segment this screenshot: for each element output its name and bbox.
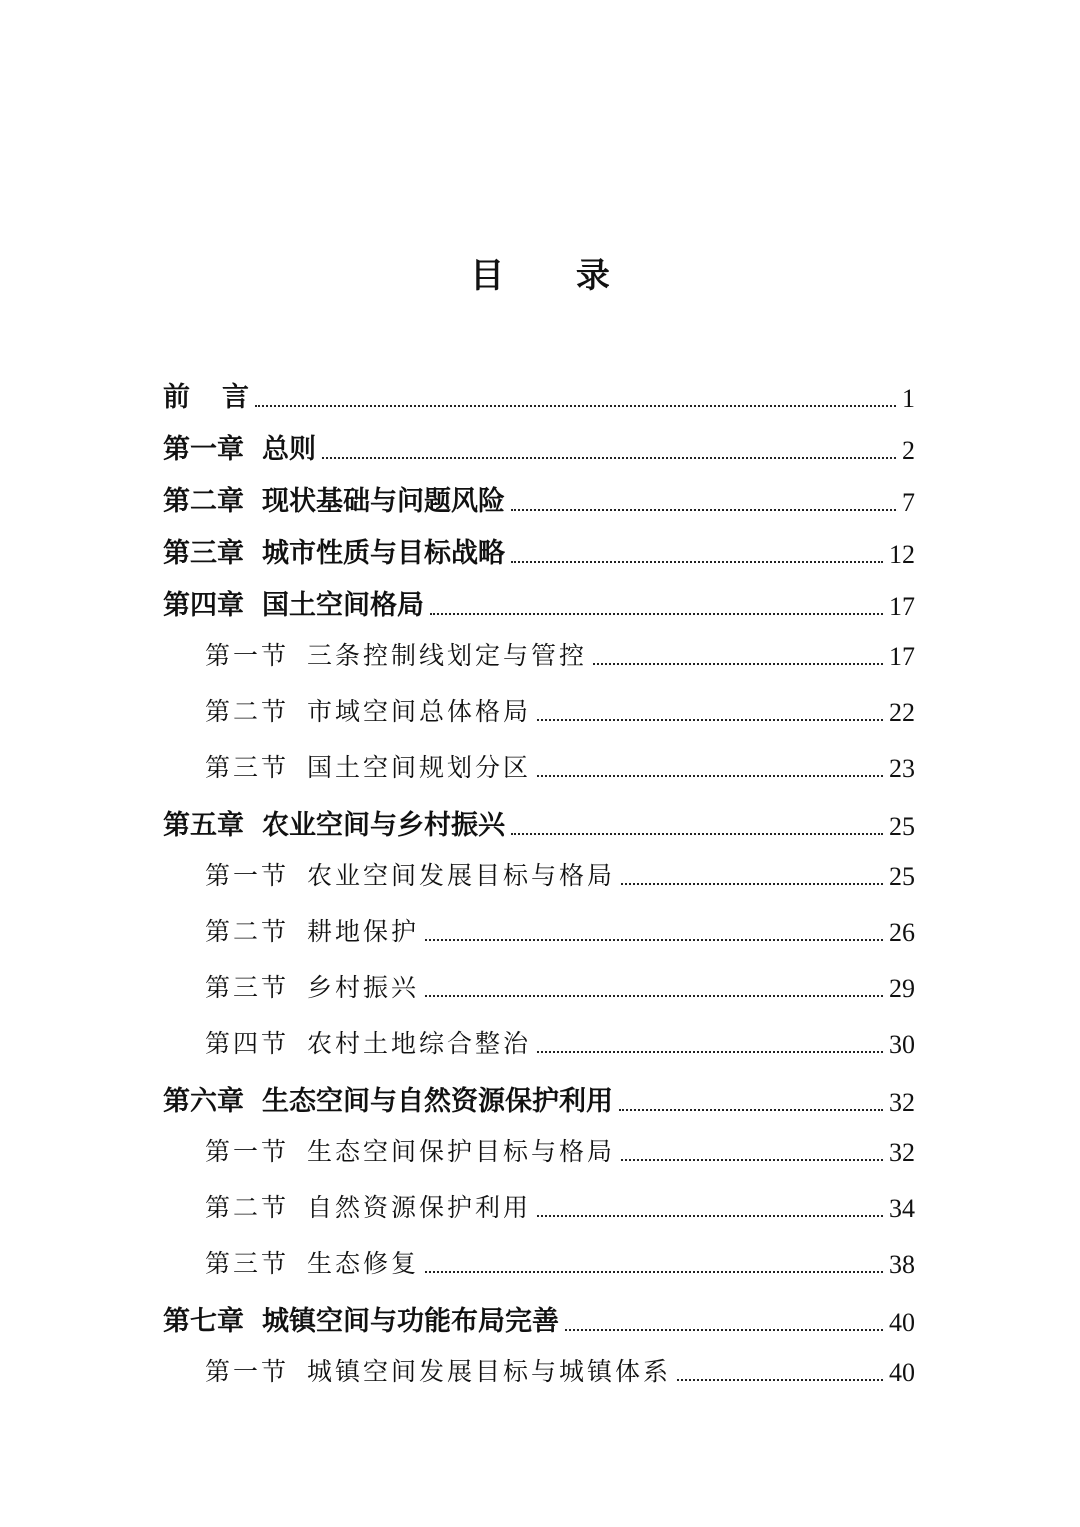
toc-entry-label: 第二节 市域空间总体格局	[205, 697, 532, 726]
toc-entry-section-6-3[interactable]	[163, 1224, 915, 1280]
dot-leader	[537, 1051, 883, 1053]
page-number: 30	[889, 1030, 915, 1059]
dot-leader	[255, 405, 896, 407]
page-number: 23	[889, 754, 915, 783]
toc-entry-section-4-2[interactable]	[163, 672, 915, 728]
page-number: 2	[902, 436, 915, 465]
dot-leader	[322, 457, 896, 459]
toc-entry-label: 第二节 自然资源保护利用	[205, 1193, 532, 1222]
dot-leader	[511, 509, 896, 511]
page-number: 40	[889, 1358, 915, 1387]
toc-entry-label: 第二章 现状基础与问题风险	[163, 486, 505, 517]
page-number: 26	[889, 918, 915, 947]
dot-leader	[537, 1215, 883, 1217]
toc-entry-section-5-1[interactable]	[163, 842, 915, 892]
toc-entry-chapter-7[interactable]	[163, 1280, 915, 1338]
page-number: 17	[889, 642, 915, 671]
toc-entry-label: 第一节 城镇空间发展目标与城镇体系	[205, 1357, 672, 1386]
dot-leader	[593, 663, 883, 665]
dot-leader	[677, 1379, 883, 1381]
toc-entry-chapter-6[interactable]	[163, 1060, 915, 1118]
page-number: 25	[889, 812, 915, 841]
page-number: 40	[889, 1308, 915, 1337]
dot-leader	[565, 1329, 883, 1331]
toc-entry-label: 第五章 农业空间与乡村振兴	[163, 810, 505, 841]
toc-entry-section-5-3[interactable]	[163, 948, 915, 1004]
dot-leader	[430, 613, 883, 615]
toc-entry-chapter-1[interactable]	[163, 414, 915, 466]
dot-leader	[425, 1271, 883, 1273]
toc-entry-chapter-4[interactable]	[163, 570, 915, 622]
page-number: 7	[902, 488, 915, 517]
dot-leader	[537, 775, 883, 777]
page-number: 32	[889, 1138, 915, 1167]
page-number: 25	[889, 862, 915, 891]
page-number: 12	[889, 540, 915, 569]
page-title: 目 录	[470, 256, 640, 296]
dot-leader	[537, 719, 883, 721]
toc-entry-section-4-1[interactable]	[163, 622, 915, 672]
toc-entry-section-5-4[interactable]	[163, 1004, 915, 1060]
dot-leader	[425, 995, 883, 997]
toc-entry-preface[interactable]	[163, 362, 915, 414]
toc-entry-label: 第一节 农业空间发展目标与格局	[205, 861, 616, 890]
dot-leader	[511, 833, 883, 835]
toc-entry-section-4-3[interactable]	[163, 728, 915, 784]
dot-leader	[619, 1109, 883, 1111]
page-number: 17	[889, 592, 915, 621]
dot-leader	[621, 1159, 883, 1161]
toc-entry-label: 第一章 总则	[163, 434, 316, 465]
page-number: 22	[889, 698, 915, 727]
toc-entry-section-7-1[interactable]	[163, 1338, 915, 1388]
toc-entry-section-6-2[interactable]	[163, 1168, 915, 1224]
toc-entry-chapter-3[interactable]	[163, 518, 915, 570]
dot-leader	[511, 561, 883, 563]
toc-entry-label: 第四节 农村土地综合整治	[205, 1029, 532, 1058]
page-number: 1	[902, 384, 915, 413]
dot-leader	[425, 939, 883, 941]
toc-entry-label: 第三节 生态修复	[205, 1249, 420, 1278]
page-number: 29	[889, 974, 915, 1003]
toc-entry-label: 第四章 国土空间格局	[163, 590, 424, 621]
toc-entry-label: 第六章 生态空间与自然资源保护利用	[163, 1086, 613, 1117]
toc-entry-section-5-2[interactable]	[163, 892, 915, 948]
page-number: 38	[889, 1250, 915, 1279]
page-number: 34	[889, 1194, 915, 1223]
toc-entry-label: 第三节 乡村振兴	[205, 973, 420, 1002]
toc-entry-chapter-5[interactable]	[163, 784, 915, 842]
table-of-contents	[163, 362, 915, 1388]
toc-entry-label: 第三章 城市性质与目标战略	[163, 538, 505, 569]
toc-entry-label: 第七章 城镇空间与功能布局完善	[163, 1306, 559, 1337]
toc-entry-label: 第一节 生态空间保护目标与格局	[205, 1137, 616, 1166]
toc-entry-chapter-2[interactable]	[163, 466, 915, 518]
toc-entry-label: 第三节 国土空间规划分区	[205, 753, 532, 782]
toc-entry-label: 第二节 耕地保护	[205, 917, 420, 946]
dot-leader	[621, 883, 883, 885]
toc-entry-label: 第一节 三条控制线划定与管控	[205, 641, 588, 670]
toc-entry-section-6-1[interactable]	[163, 1118, 915, 1168]
toc-entry-label: 前 言	[163, 382, 249, 413]
page-number: 32	[889, 1088, 915, 1117]
